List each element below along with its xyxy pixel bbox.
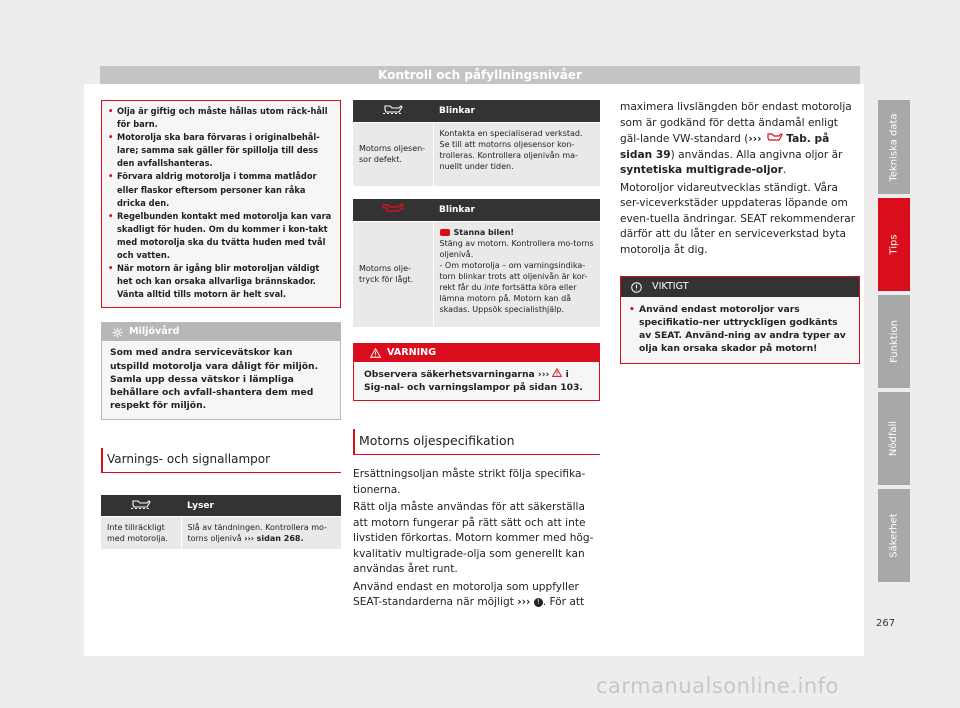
oil-level-icon — [130, 498, 152, 510]
environment-box-header — [102, 323, 340, 341]
paragraph-text: maximera livslängden bör endast motorolja som är godkänd för detta ändamål enligt gäl-lande VW-standard ( — [620, 101, 852, 145]
tab-sakerhet[interactable] — [878, 489, 910, 582]
ref-arrow: ››› — [517, 596, 531, 609]
paragraph: Använd endast en motorolja som uppfyller SEAT-standarderna när möjligt ››› ! . För att — [353, 580, 585, 609]
ref-arrow: ››› — [244, 534, 255, 544]
notice-box — [620, 276, 860, 364]
red-oil-can-icon — [440, 229, 450, 236]
oil-level-icon — [382, 103, 404, 115]
tab-nodfall[interactable] — [878, 392, 910, 485]
caution-box-title: VARNING — [387, 347, 437, 358]
table-reference-icon — [765, 131, 783, 142]
environment-box-text: Som med andra servicevätskor kan utspilld motorolja vara dåligt för miljön. Samla upp dessa vätskor i lämpliga behållare och avfall-shantera dem med respekt för miljön. — [110, 347, 319, 411]
lamp-table-header: Blinkar — [433, 199, 600, 221]
watermark: carmanualsonline.info — [596, 674, 839, 698]
paragraph-text: Använd endast en motorolja som uppfyller SEAT-standarderna när möjligt — [353, 580, 579, 609]
caution-text: Observera säkerhetsvarningarna — [364, 369, 535, 380]
lamp-condition: Motorns oljesen-sor defekt. — [353, 122, 433, 186]
warning-item: • Regelbunden kontakt med motorolja kan vara skadligt för huden. Om du kommer i kon-takt med motorolja ska du tvätta huden med tvål och vatten. — [108, 210, 334, 262]
safety-warning-box — [101, 100, 341, 308]
info-circle-icon — [631, 282, 642, 293]
tab-label: Funktion — [888, 320, 900, 363]
oil-spec-body — [353, 467, 600, 611]
tab-tekniska-data[interactable] — [878, 100, 910, 194]
caution-box-header — [354, 344, 599, 362]
note-text: - Om motorolja – om varningsindika-torn blinkar trots att oljenivån är kor-rekt får du — [439, 260, 588, 292]
notice-marker-icon: ! — [534, 598, 543, 607]
paragraph-text: ) användas. Alla angivna oljor är — [670, 148, 843, 161]
table-reference-link[interactable]: Tab. på sidan 39 — [620, 133, 830, 161]
ref-arrow: ››› — [748, 133, 762, 145]
paragraph-emphasis: syntetiska multigrade-oljor — [620, 164, 783, 176]
warning-triangle-icon — [370, 348, 381, 358]
warning-item: • Olja är giftig och måste hållas utom räck-håll för barn. — [108, 105, 334, 131]
column-middle — [353, 100, 600, 613]
tab-label: Tekniska data — [888, 112, 900, 182]
caution-reference-link[interactable]: i Sig-nal- och varningslampor på sidan 103. — [364, 369, 583, 394]
tab-tips[interactable] — [878, 198, 910, 291]
lamp-action-note — [440, 260, 595, 315]
oil-pressure-lamp-header-cell — [353, 199, 433, 221]
caution-box — [353, 343, 600, 401]
notice-item: • Använd endast motoroljor vars specifikatio-ner uttryckligen godkänts av SEAT. Använd-ning av andra typer av olja kan orsaka skador på motorn! — [629, 303, 851, 355]
warning-item: • När motorn är igång blir motoroljan väldigt het och kan orsaka allvarliga brännskador. Vänta alltid tills motorn är helt sval. — [108, 262, 334, 301]
environment-box — [101, 322, 341, 419]
tab-label: Säkerhet — [888, 513, 900, 558]
oil-sensor-lamp-header-cell — [353, 100, 433, 122]
lamp-action — [433, 221, 600, 327]
column-left — [101, 100, 341, 549]
oil-can-icon — [381, 201, 405, 215]
tab-label: Tips — [888, 234, 900, 255]
environment-box-title: Miljövård — [129, 326, 180, 338]
oil-level-lamp-header-cell — [101, 495, 181, 517]
notice-box-header — [621, 277, 859, 297]
paragraph: Ersättningsoljan måste strikt följa specifika-tionerna. — [353, 468, 586, 496]
lamp-action-text: Slå av tändningen. Kontrollera mo-torns oljenivå — [187, 523, 327, 544]
warning-item: • Motorolja ska bara förvaras i originalbehål-lare; samma sak gäller för spillolja till dess den avfallshanteras. — [108, 131, 334, 170]
paragraph: Motoroljor vidareutvecklas ständigt. Våra ser-viceverkstäder uppdateras löpande om even-tuella ändringar. SEAT rekommenderar därför att du låter en serviceverkstad byta motorolja åt dig. — [620, 181, 856, 256]
lamp-table-lyser — [101, 495, 341, 550]
warning-item: • Förvara aldrig motorolja i tomma matlådor eller flaskor eftersom personer kan råka dricka den. — [108, 170, 334, 209]
section-heading-lamps: Varnings- och signallampor — [101, 448, 341, 473]
lamp-action — [181, 517, 341, 550]
lamp-condition: Motorns olje-tryck för lågt. — [353, 221, 433, 327]
page-number: 267 — [876, 618, 896, 629]
notice-box-body — [621, 297, 859, 363]
page-title: Kontroll och påfyllningsnivåer — [100, 66, 860, 84]
lamp-action: Kontakta en specialiserad verkstad. Se till att motorns oljesensor kon-trolleras. Kontrollera oljenivån ma-nuellt under tiden. — [433, 122, 600, 186]
oil-spec-continued — [620, 100, 860, 258]
lamp-table-blinkar-sensor — [353, 100, 600, 186]
lamp-condition: Inte tillräckligt med motorolja. — [101, 517, 181, 550]
tab-label: Nödfall — [888, 420, 900, 457]
note-text-end: fortsätta köra eller lämna motorn på. Motorn kan då skadas. Uppsök specialisthjälp. — [439, 282, 577, 314]
column-right — [620, 100, 860, 364]
caution-box-text — [354, 362, 599, 400]
paragraph-text: . — [782, 164, 787, 176]
lamp-table-blinkar-pressure — [353, 199, 600, 327]
lamp-action-text: Stäng av motorn. Kontrollera mo-torns oljenivå. — [439, 238, 594, 259]
warning-triangle-icon — [552, 368, 562, 377]
note-emphasis: inte — [484, 282, 500, 292]
notice-box-title: VIKTIGT — [652, 281, 689, 292]
paragraph — [620, 100, 860, 179]
stop-label: Stanna bilen! — [453, 227, 515, 237]
lamp-table-header: Blinkar — [433, 100, 600, 122]
lamp-table-header: Lyser — [181, 495, 341, 517]
paragraph: Rätt olja måste användas för att säkerställa att motorn fungerar på rätt sätt och att inte livstiden förkortas. Motorn kommer med hög-kvalitativ multigrade-olja som generellt kan användas året runt. — [353, 501, 594, 576]
leaf-icon — [112, 327, 123, 338]
page-reference-link[interactable]: sidan 268. — [256, 534, 304, 544]
ref-arrow: ››› — [537, 369, 550, 380]
tab-funktion[interactable] — [878, 295, 910, 388]
section-heading-oil-spec: Motorns oljespecifikation — [353, 429, 600, 455]
